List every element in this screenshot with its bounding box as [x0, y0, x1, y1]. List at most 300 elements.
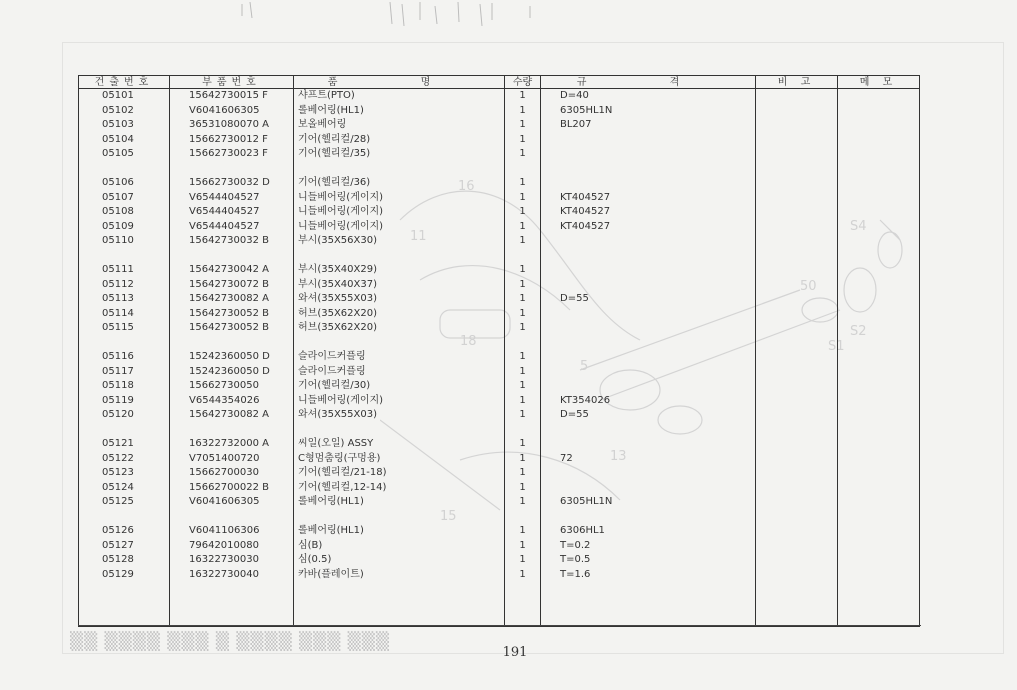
page-number: 191	[502, 645, 528, 660]
spacer-cell	[756, 336, 838, 351]
cell-part-no: 15662700030	[170, 466, 294, 481]
table-row	[79, 365, 920, 380]
cell-memo	[838, 350, 920, 365]
cell-remarks	[756, 350, 838, 365]
cell-part-name: 니들베어링(게이지)	[294, 220, 505, 235]
cell-spec: KT404527	[541, 205, 756, 220]
cell-spec	[541, 437, 756, 452]
cell-remarks	[756, 118, 838, 133]
group-spacer	[79, 510, 920, 525]
svg-text:15: 15	[440, 509, 457, 524]
spacer-cell	[170, 336, 294, 351]
cell-qty: 1	[505, 118, 541, 133]
cell-qty: 1	[505, 466, 541, 481]
cell-remarks	[756, 379, 838, 394]
cell-qty: 1	[505, 147, 541, 162]
cell-memo	[838, 176, 920, 191]
cell-memo	[838, 495, 920, 510]
table-row	[79, 118, 920, 133]
cell-memo	[838, 234, 920, 249]
spacer-cell	[79, 423, 170, 438]
spacer-cell	[838, 510, 920, 525]
cell-qty: 1	[505, 553, 541, 568]
cell-qty: 1	[505, 104, 541, 119]
cell-memo	[838, 205, 920, 220]
cell-qty: 1	[505, 394, 541, 409]
table-row	[79, 539, 920, 554]
spacer-cell	[541, 510, 756, 525]
cell-remarks	[756, 278, 838, 293]
cell-item-no: 05106	[79, 176, 170, 191]
cell-memo	[838, 408, 920, 423]
spacer-cell	[756, 249, 838, 264]
cell-memo	[838, 379, 920, 394]
group-spacer	[79, 336, 920, 351]
table-row	[79, 89, 920, 104]
cell-remarks	[756, 263, 838, 278]
cell-qty: 1	[505, 350, 541, 365]
cell-spec: D=55	[541, 292, 756, 307]
cell-qty: 1	[505, 133, 541, 148]
cell-remarks	[756, 307, 838, 322]
cell-spec: BL207	[541, 118, 756, 133]
spacer-cell	[170, 582, 294, 627]
header-spec: 규 격	[541, 76, 756, 89]
cell-remarks	[756, 365, 838, 380]
table-row	[79, 133, 920, 148]
cell-qty: 1	[505, 539, 541, 554]
cell-part-name: 부시(35X40X37)	[294, 278, 505, 293]
spacer-cell	[541, 249, 756, 264]
cell-part-no: 16322732000 A	[170, 437, 294, 452]
cell-item-no: 05125	[79, 495, 170, 510]
cell-memo	[838, 147, 920, 162]
cell-spec	[541, 147, 756, 162]
spacer-cell	[541, 336, 756, 351]
cell-part-no: V6041606305	[170, 495, 294, 510]
cell-part-name: 기어(헬리컬/21-18)	[294, 466, 505, 481]
cell-qty: 1	[505, 263, 541, 278]
table-row	[79, 191, 920, 206]
cell-part-no: 15642730052 B	[170, 307, 294, 322]
cell-qty: 1	[505, 365, 541, 380]
table-row	[79, 104, 920, 119]
cell-memo	[838, 321, 920, 336]
svg-text:18: 18	[460, 334, 477, 349]
table-row	[79, 263, 920, 278]
cell-qty: 1	[505, 437, 541, 452]
cell-qty: 1	[505, 379, 541, 394]
cell-memo	[838, 89, 920, 104]
spacer-cell	[505, 162, 541, 177]
cell-memo	[838, 394, 920, 409]
cell-item-no: 05115	[79, 321, 170, 336]
cell-item-no: 05105	[79, 147, 170, 162]
cell-spec: T=0.5	[541, 553, 756, 568]
cell-part-no: 36531080070 A	[170, 118, 294, 133]
cell-part-name: 심(0.5)	[294, 553, 505, 568]
svg-text:13: 13	[610, 449, 627, 464]
cell-part-no: 15642730072 B	[170, 278, 294, 293]
svg-text:S4: S4	[850, 219, 867, 234]
cell-part-no: 15662730023 F	[170, 147, 294, 162]
cell-part-name: 슬라이드커플링	[294, 365, 505, 380]
table-row	[79, 466, 920, 481]
spacer-cell	[79, 162, 170, 177]
cell-part-no: V6544404527	[170, 220, 294, 235]
table-row	[79, 481, 920, 496]
cell-part-no: 15662730032 D	[170, 176, 294, 191]
cell-qty: 1	[505, 176, 541, 191]
cell-part-name: 보올베어링	[294, 118, 505, 133]
table-row	[79, 408, 920, 423]
table-row	[79, 176, 920, 191]
table-row	[79, 437, 920, 452]
table-end-spacer	[79, 582, 920, 627]
cell-part-no: 15662700022 B	[170, 481, 294, 496]
cell-item-no: 05102	[79, 104, 170, 119]
cell-part-name: 기어(헬리컬,12-14)	[294, 481, 505, 496]
cell-part-name: 기어(헬리컬/28)	[294, 133, 505, 148]
cell-qty: 1	[505, 452, 541, 467]
cell-memo	[838, 220, 920, 235]
spacer-cell	[170, 423, 294, 438]
cell-part-name: 와셔(35X55X03)	[294, 408, 505, 423]
cell-part-name: 와셔(35X55X03)	[294, 292, 505, 307]
svg-text:5: 5	[580, 359, 589, 374]
cell-memo	[838, 292, 920, 307]
cell-spec: 6305HL1N	[541, 104, 756, 119]
table-row	[79, 524, 920, 539]
cell-part-name: 니들베어링(게이지)	[294, 394, 505, 409]
cell-part-no: V6041106306	[170, 524, 294, 539]
spacer-cell	[79, 249, 170, 264]
table-row	[79, 553, 920, 568]
cell-remarks	[756, 495, 838, 510]
cell-part-name: 부시(35X56X30)	[294, 234, 505, 249]
cell-item-no: 05123	[79, 466, 170, 481]
cell-memo	[838, 133, 920, 148]
cell-spec	[541, 379, 756, 394]
table-row	[79, 379, 920, 394]
cell-part-name: 부시(35X40X29)	[294, 263, 505, 278]
cell-spec	[541, 350, 756, 365]
cell-remarks	[756, 89, 838, 104]
table-row	[79, 234, 920, 249]
cell-part-no: V6544404527	[170, 191, 294, 206]
cell-part-no: V6041606305	[170, 104, 294, 119]
cell-item-no: 05118	[79, 379, 170, 394]
cell-spec	[541, 307, 756, 322]
svg-text:S1: S1	[828, 339, 845, 354]
cell-item-no: 05121	[79, 437, 170, 452]
bottom-rule	[78, 625, 921, 626]
cell-part-name: 기어(헬리컬/36)	[294, 176, 505, 191]
cell-spec	[541, 263, 756, 278]
cell-remarks	[756, 568, 838, 583]
cell-part-name: 허브(35X62X20)	[294, 307, 505, 322]
spacer-cell	[756, 510, 838, 525]
cell-item-no: 05104	[79, 133, 170, 148]
cell-spec	[541, 176, 756, 191]
cell-part-name: 샤프트(PTO)	[294, 89, 505, 104]
cell-remarks	[756, 452, 838, 467]
cell-qty: 1	[505, 278, 541, 293]
spacer-cell	[170, 162, 294, 177]
spacer-cell	[294, 336, 505, 351]
cell-spec: KT404527	[541, 220, 756, 235]
cell-remarks	[756, 539, 838, 554]
cell-memo	[838, 568, 920, 583]
cell-spec: 6305HL1N	[541, 495, 756, 510]
cell-spec: KT354026	[541, 394, 756, 409]
header-qty: 수량	[505, 76, 541, 89]
spacer-cell	[170, 510, 294, 525]
cell-item-no: 05127	[79, 539, 170, 554]
cell-item-no: 05126	[79, 524, 170, 539]
cell-item-no: 05122	[79, 452, 170, 467]
bleed-through-text: ▒▒ ▒▒▒▒ ▒▒▒ ▒ ▒▒▒▒ ▒▒▒ ▒▒▒	[70, 632, 390, 652]
cell-item-no: 05119	[79, 394, 170, 409]
header-item-no: 건출번호	[79, 76, 170, 89]
cell-part-no: V7051400720	[170, 452, 294, 467]
svg-text:50: 50	[800, 279, 817, 294]
spacer-cell	[756, 582, 838, 627]
cell-part-name: 슬라이드커플링	[294, 350, 505, 365]
cell-memo	[838, 466, 920, 481]
cell-part-name: 기어(헬리컬/35)	[294, 147, 505, 162]
table-row	[79, 292, 920, 307]
cell-spec	[541, 365, 756, 380]
spacer-cell	[541, 423, 756, 438]
cell-remarks	[756, 176, 838, 191]
cell-qty: 1	[505, 307, 541, 322]
cell-part-no: 15662730050	[170, 379, 294, 394]
cell-part-name: C형멈춤링(구멍용)	[294, 452, 505, 467]
cell-item-no: 05129	[79, 568, 170, 583]
cell-part-name: 씨일(오일) ASSY	[294, 437, 505, 452]
cell-remarks	[756, 408, 838, 423]
table-row	[79, 307, 920, 322]
cell-qty: 1	[505, 292, 541, 307]
spacer-cell	[838, 423, 920, 438]
cell-remarks	[756, 220, 838, 235]
spacer-cell	[505, 423, 541, 438]
table-row	[79, 321, 920, 336]
cell-item-no: 05116	[79, 350, 170, 365]
cell-part-name: 니들베어링(게이지)	[294, 205, 505, 220]
cell-remarks	[756, 191, 838, 206]
cell-remarks	[756, 466, 838, 481]
cell-spec: T=1.6	[541, 568, 756, 583]
spacer-cell	[505, 249, 541, 264]
cell-item-no: 05113	[79, 292, 170, 307]
cell-remarks	[756, 394, 838, 409]
table-row	[79, 147, 920, 162]
cell-qty: 1	[505, 191, 541, 206]
cell-part-no: 15242360050 D	[170, 350, 294, 365]
cell-qty: 1	[505, 481, 541, 496]
table-row	[79, 568, 920, 583]
cell-part-name: 롤베어링(HL1)	[294, 495, 505, 510]
cell-item-no: 05109	[79, 220, 170, 235]
spacer-cell	[170, 249, 294, 264]
cell-memo	[838, 104, 920, 119]
cell-qty: 1	[505, 568, 541, 583]
header-part-no: 부품번호	[170, 76, 294, 89]
spacer-cell	[838, 249, 920, 264]
cell-part-no: 15642730082 A	[170, 292, 294, 307]
cell-memo	[838, 191, 920, 206]
cell-remarks	[756, 205, 838, 220]
spacer-cell	[838, 582, 920, 627]
cell-item-no: 05103	[79, 118, 170, 133]
cell-item-no: 05112	[79, 278, 170, 293]
cell-item-no: 05114	[79, 307, 170, 322]
cell-spec	[541, 481, 756, 496]
cell-remarks	[756, 321, 838, 336]
cell-memo	[838, 452, 920, 467]
cell-memo	[838, 263, 920, 278]
cell-part-no: V6544354026	[170, 394, 294, 409]
svg-text:16: 16	[458, 179, 475, 194]
table-row	[79, 495, 920, 510]
cell-spec: D=40	[541, 89, 756, 104]
cell-memo	[838, 539, 920, 554]
cell-item-no: 05111	[79, 263, 170, 278]
spacer-cell	[294, 582, 505, 627]
spacer-cell	[756, 423, 838, 438]
cell-spec: T=0.2	[541, 539, 756, 554]
spacer-cell	[838, 336, 920, 351]
cell-spec: 72	[541, 452, 756, 467]
group-spacer	[79, 162, 920, 177]
cell-remarks	[756, 437, 838, 452]
cell-spec: 6306HL1	[541, 524, 756, 539]
scan-noise-top	[230, 0, 560, 30]
cell-item-no: 05101	[79, 89, 170, 104]
cell-spec	[541, 321, 756, 336]
cell-part-no: 16322730040	[170, 568, 294, 583]
spacer-cell	[294, 510, 505, 525]
cell-spec	[541, 133, 756, 148]
cell-part-no: 15642730032 B	[170, 234, 294, 249]
svg-text:11: 11	[410, 229, 427, 244]
cell-qty: 1	[505, 321, 541, 336]
spacer-cell	[79, 336, 170, 351]
cell-item-no: 05128	[79, 553, 170, 568]
spacer-cell	[294, 162, 505, 177]
cell-memo	[838, 524, 920, 539]
cell-part-name: 카바(플레이트)	[294, 568, 505, 583]
parts-list	[78, 75, 918, 625]
cell-part-no: 15642730082 A	[170, 408, 294, 423]
cell-part-name: 롤베어링(HL1)	[294, 104, 505, 119]
cell-memo	[838, 365, 920, 380]
cell-memo	[838, 481, 920, 496]
spacer-cell	[505, 510, 541, 525]
table-header-row	[79, 76, 920, 89]
cell-part-no: 16322730030	[170, 553, 294, 568]
cell-remarks	[756, 133, 838, 148]
cell-remarks	[756, 104, 838, 119]
cell-qty: 1	[505, 220, 541, 235]
cell-part-no: 15242360050 D	[170, 365, 294, 380]
cell-item-no: 05107	[79, 191, 170, 206]
cell-item-no: 05120	[79, 408, 170, 423]
cell-remarks	[756, 147, 838, 162]
spacer-cell	[541, 162, 756, 177]
spacer-cell	[756, 162, 838, 177]
parts-table-body	[79, 89, 920, 627]
group-spacer	[79, 423, 920, 438]
cell-item-no: 05108	[79, 205, 170, 220]
svg-text:S2: S2	[850, 324, 867, 339]
cell-remarks	[756, 234, 838, 249]
cell-part-no: V6544404527	[170, 205, 294, 220]
header-memo: 메 모	[838, 76, 920, 89]
cell-qty: 1	[505, 495, 541, 510]
cell-part-name: 니들베어링(게이지)	[294, 191, 505, 206]
cell-memo	[838, 437, 920, 452]
cell-part-no: 79642010080	[170, 539, 294, 554]
cell-part-no: 15642730042 A	[170, 263, 294, 278]
cell-spec	[541, 278, 756, 293]
cell-spec: KT404527	[541, 191, 756, 206]
cell-qty: 1	[505, 524, 541, 539]
cell-qty: 1	[505, 234, 541, 249]
spacer-cell	[505, 336, 541, 351]
cell-memo	[838, 118, 920, 133]
cell-part-name: 심(B)	[294, 539, 505, 554]
cell-remarks	[756, 553, 838, 568]
cell-part-name: 롤베어링(HL1)	[294, 524, 505, 539]
cell-part-name: 기어(헬리컬/30)	[294, 379, 505, 394]
table-row	[79, 452, 920, 467]
header-remarks: 비 고	[756, 76, 838, 89]
cell-spec	[541, 234, 756, 249]
cell-part-name: 허브(35X62X20)	[294, 321, 505, 336]
cell-spec: D=55	[541, 408, 756, 423]
spacer-cell	[79, 582, 170, 627]
table-row	[79, 350, 920, 365]
table-row	[79, 278, 920, 293]
cell-part-no: 15642730052 B	[170, 321, 294, 336]
cell-memo	[838, 307, 920, 322]
spacer-cell	[505, 582, 541, 627]
parts-table	[78, 75, 920, 627]
table-row	[79, 394, 920, 409]
cell-qty: 1	[505, 408, 541, 423]
cell-qty: 1	[505, 205, 541, 220]
cell-item-no: 05117	[79, 365, 170, 380]
cell-memo	[838, 278, 920, 293]
cell-spec	[541, 466, 756, 481]
spacer-cell	[541, 582, 756, 627]
header-part-name: 품 명	[294, 76, 505, 89]
table-row	[79, 220, 920, 235]
spacer-cell	[294, 423, 505, 438]
cell-item-no: 05124	[79, 481, 170, 496]
cell-remarks	[756, 481, 838, 496]
cell-remarks	[756, 524, 838, 539]
table-row	[79, 205, 920, 220]
cell-part-no: 15642730015 F	[170, 89, 294, 104]
spacer-cell	[838, 162, 920, 177]
cell-qty: 1	[505, 89, 541, 104]
cell-item-no: 05110	[79, 234, 170, 249]
cell-remarks	[756, 292, 838, 307]
